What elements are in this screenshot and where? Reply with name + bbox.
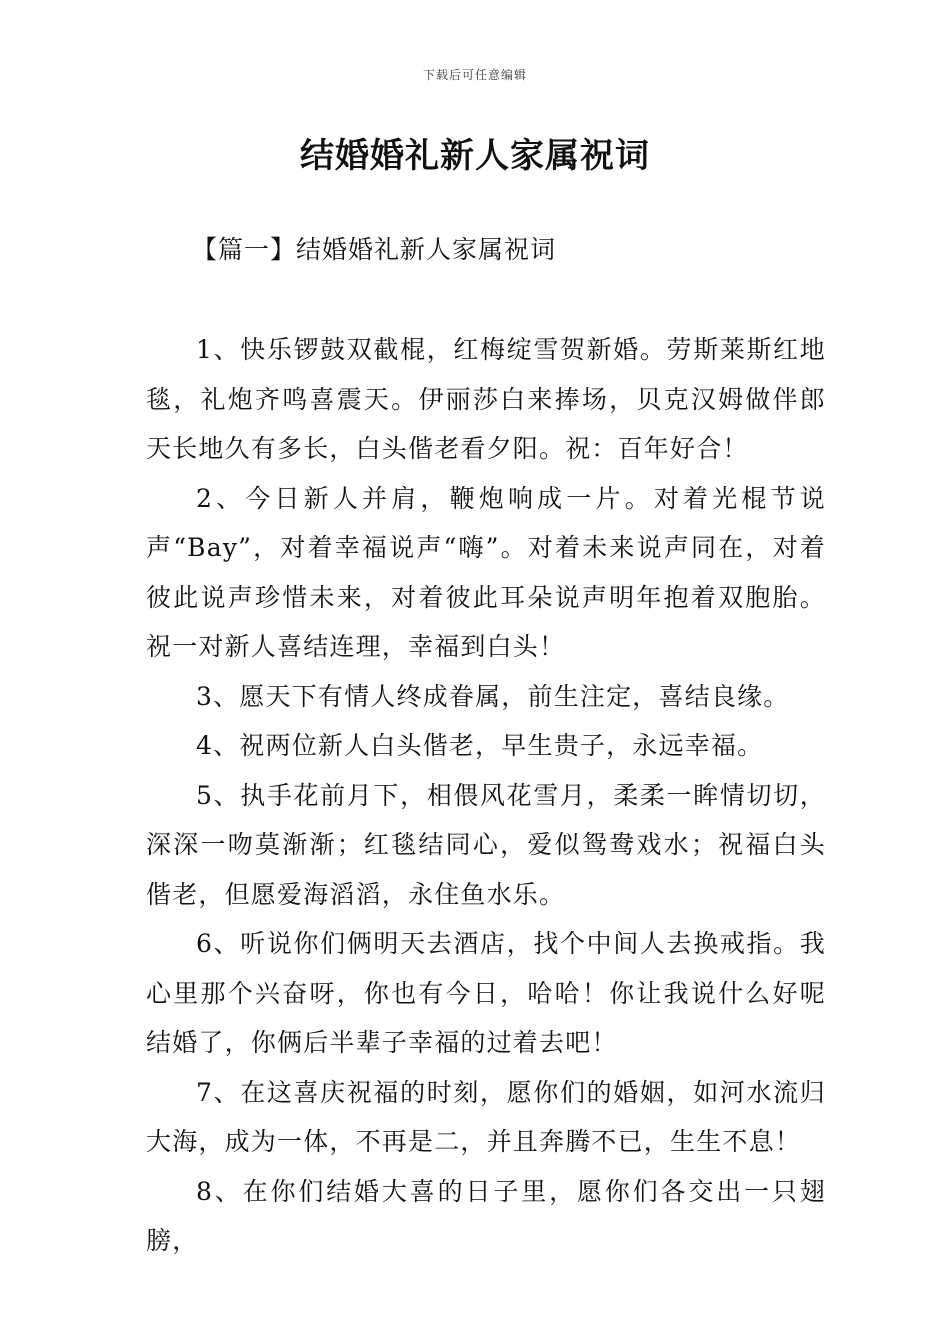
paragraph-2: 2、今日新人并肩，鞭炮响成一片。对着光棍节说声“Bay”，对着幸福说声“嗨”。对着未来说声同在，对着彼此说声珍惜未来，对着彼此耳朵说声明年抱着双胞胎。祝一对新人喜结连理，幸福到白头！: [146, 483, 826, 661]
body-text: [146, 325, 826, 1266]
paragraph-5: 5、执手花前月下，相偎风花雪月，柔柔一眸情切切，深深一吻莫渐渐；红毯结同心，爱似鸳鸯戏水；祝福白头偕老，但愿爱海滔滔，永住鱼水乐。: [146, 780, 826, 909]
paragraph-8: 8、在你们结婚大喜的日子里，愿你们各交出一只翅膀，: [146, 1176, 826, 1255]
paragraph-1: 1、快乐锣鼓双截棍，红梅绽雪贺新婚。劳斯莱斯红地毯，礼炮齐鸣喜震天。伊丽莎白来捧场，贝克汉姆做伴郎天长地久有多长，白头偕老看夕阳。祝：百年好合！: [146, 335, 826, 463]
paragraph-7: 7、在这喜庆祝福的时刻，愿你们的婚姻，如河水流归大海，成为一体，不再是二，并且奔腾不已，生生不息！: [146, 1077, 826, 1156]
paragraph-6: 6、听说你们俩明天去酒店，找个中间人去换戒指。我心里那个兴奋呀，你也有今日，哈哈！你让我说什么好呢结婚了，你俩后半辈子幸福的过着去吧！: [146, 929, 826, 1057]
paragraph-4: 4、祝两位新人白头偕老，早生贵子，永远幸福。: [196, 731, 764, 760]
document-title: 结婚婚礼新人家属祝词: [300, 136, 650, 176]
header-note: 下载后可任意编辑: [422, 68, 527, 82]
paragraph-3: 3、愿天下有情人终成眷属，前生注定，喜结良缘。: [196, 681, 790, 711]
section-heading: 【篇一】结婚婚礼新人家属祝词: [192, 235, 557, 264]
